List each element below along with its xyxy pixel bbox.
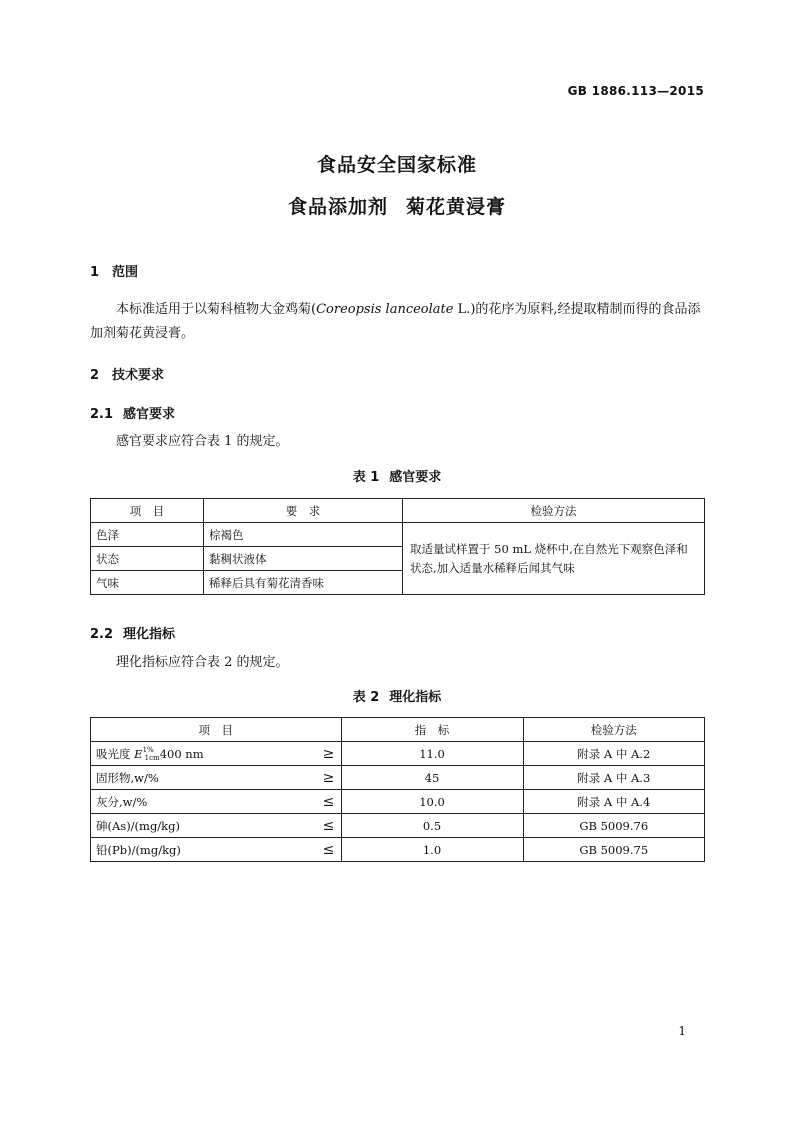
table-2-caption (0, 686, 794, 705)
table-row (91, 742, 705, 766)
value-cell: 45 (341, 766, 523, 790)
document-title: 食品安全国家标准 (316, 154, 477, 176)
comparison-symbol: ≤ (317, 814, 342, 838)
item-text: 吸光度 (96, 746, 135, 761)
table-row (91, 523, 705, 547)
scope-paragraph (90, 298, 706, 346)
section-1-heading (90, 261, 138, 280)
method-cell: GB 5009.75 (523, 838, 705, 862)
table-1-caption (0, 466, 794, 485)
caption-number: 表 1 (352, 470, 380, 485)
comparison-symbol: ≤ (317, 838, 342, 862)
method-cell: 附录 A 中 A.3 (523, 766, 705, 790)
standard-code: GB 1886.113—2015 (567, 84, 704, 98)
requirement-cell: 稀释后具有菊花清香味 (204, 571, 403, 595)
section-2-1-heading (90, 403, 175, 422)
caption-title: 理化指标 (389, 690, 442, 705)
table-header-row (91, 499, 705, 523)
value-cell: 0.5 (341, 814, 523, 838)
header-indicator: 指 标 (341, 718, 523, 742)
table-row (91, 790, 705, 814)
method-cell: 取适量试样置于 50 mL 烧杯中,在自然光下观察色泽和状态,加入适量水稀释后闻其气味 (403, 523, 705, 595)
section-2-2-text: 理化指标应符合表 2 的规定。 (116, 655, 289, 670)
section-number: 1 (90, 265, 100, 280)
absorbance-symbol: E (134, 746, 143, 761)
absorbance-sup: 1% (142, 745, 154, 754)
comparison-symbol: ≥ (317, 742, 342, 766)
requirement-cell: 棕褐色 (204, 523, 403, 547)
section-title: 技术要求 (112, 368, 165, 383)
method-cell: GB 5009.76 (523, 814, 705, 838)
caption-title: 感官要求 (389, 470, 442, 485)
physicochemical-indicators-table (90, 717, 705, 862)
method-cell: 附录 A 中 A.4 (523, 790, 705, 814)
absorbance-sub: 1cm (144, 753, 160, 762)
header-method: 检验方法 (523, 718, 705, 742)
scope-latin-name: Coreopsis lanceolate (316, 302, 454, 317)
section-title: 理化指标 (123, 627, 176, 642)
page-number: 1 (678, 1024, 686, 1038)
item-wavelength: 400 nm (159, 746, 204, 761)
header-item: 项 目 (91, 499, 204, 523)
table-header-row (91, 718, 705, 742)
header-item: 项 目 (91, 718, 342, 742)
section-number: 2 (90, 368, 100, 383)
item-cell: 砷(As)/(mg/kg) (91, 814, 317, 838)
section-number: 2.2 (90, 627, 114, 642)
section-title: 感官要求 (123, 407, 176, 422)
requirement-cell: 黏稠状液体 (204, 547, 403, 571)
header-requirement: 要 求 (204, 499, 403, 523)
table-row (91, 838, 705, 862)
comparison-symbol: ≥ (317, 766, 342, 790)
item-cell: 气味 (91, 571, 204, 595)
sensory-requirements-table (90, 498, 705, 595)
subtitle-prefix: 食品添加剂 (287, 196, 388, 218)
item-cell: 固形物,w/% (91, 766, 317, 790)
caption-number: 表 2 (352, 690, 380, 705)
value-cell: 10.0 (341, 790, 523, 814)
method-cell: 附录 A 中 A.2 (523, 742, 705, 766)
document-subtitle (0, 192, 794, 219)
section-number: 2.1 (90, 407, 114, 422)
table-row (91, 766, 705, 790)
item-cell: 状态 (91, 547, 204, 571)
item-cell: 灰分,w/% (91, 790, 317, 814)
scope-text-after: L.)的花序为原料,经提取精制而得的食品添加剂菊花黄浸膏。 (90, 302, 701, 341)
value-cell: 11.0 (341, 742, 523, 766)
item-cell (91, 742, 317, 766)
section-2-heading (90, 364, 164, 383)
section-2-1-text: 感官要求应符合表 1 的规定。 (116, 434, 289, 449)
subtitle-name: 菊花黄浸膏 (406, 196, 507, 218)
section-title: 范围 (112, 265, 139, 280)
header-method: 检验方法 (403, 499, 705, 523)
item-cell: 色泽 (91, 523, 204, 547)
value-cell: 1.0 (341, 838, 523, 862)
scope-text-before: 本标准适用于以菊科植物大金鸡菊( (116, 302, 317, 317)
item-cell: 铅(Pb)/(mg/kg) (91, 838, 317, 862)
section-2-2-heading (90, 623, 175, 642)
comparison-symbol: ≤ (317, 790, 342, 814)
table-row (91, 814, 705, 838)
